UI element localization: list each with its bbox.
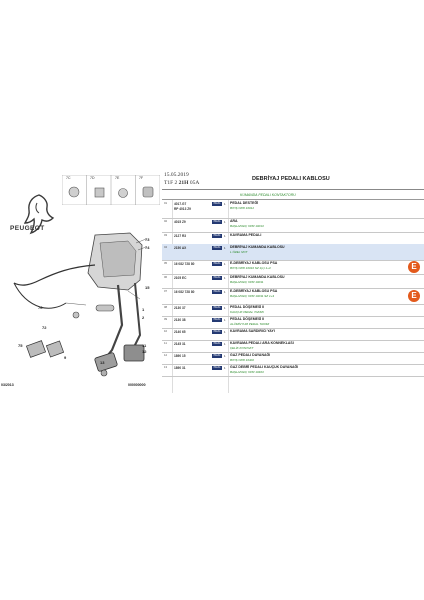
e-marker-icon: E bbox=[408, 261, 420, 273]
part-description: E-DEBRİYAJ KABLOSU PSA bbox=[230, 261, 278, 265]
part-note: L ÖZEL NOT bbox=[230, 250, 248, 254]
quantity: 1 bbox=[224, 220, 226, 224]
part-reference: 16 082 728 80 bbox=[174, 290, 195, 294]
row-number: 10 bbox=[164, 329, 168, 333]
row-number: 05 bbox=[164, 261, 168, 265]
part-reference: 2105 EC bbox=[174, 276, 187, 280]
brand-badge: PEUG bbox=[213, 202, 221, 205]
part-reference: 2150 AX bbox=[174, 246, 187, 250]
quantity: 1 bbox=[224, 354, 226, 358]
table-row[interactable] bbox=[162, 200, 424, 219]
row-number: 02 bbox=[164, 219, 168, 223]
table-row[interactable] bbox=[162, 288, 424, 305]
quantity: 1 bbox=[224, 246, 226, 250]
quantity: 1 bbox=[224, 330, 226, 334]
quantity: 1 bbox=[224, 276, 226, 280]
part-description: DEBRİYAJ KUMANDA KABLOSU bbox=[230, 245, 285, 249]
part-note: BAŞLANGIÇ OPR 10013 bbox=[230, 224, 264, 228]
row-number: 01 bbox=[164, 201, 168, 205]
part-description: GAZ PEDALI DAYANAĞI bbox=[230, 353, 271, 357]
callout-label: 74 bbox=[145, 245, 150, 250]
callout-label: 11 bbox=[142, 343, 147, 348]
part-reference: 2127 R3 bbox=[174, 234, 187, 238]
header-date: 15.05.2019 bbox=[164, 172, 189, 178]
part-note: BAŞLANGIÇ OPR 10011 SZ 1+3 bbox=[230, 294, 275, 298]
part-reference: 4015 Z9 bbox=[174, 220, 186, 224]
quantity: 1 bbox=[224, 202, 226, 206]
row-number: 06 bbox=[164, 275, 168, 279]
callout-label: 73 bbox=[145, 237, 150, 242]
part-reference: 1890 15 bbox=[174, 354, 186, 358]
parts-table bbox=[162, 199, 424, 374]
part-note: KAUÇUK PEDAL TAKIMI bbox=[230, 310, 264, 314]
table-row[interactable] bbox=[162, 218, 424, 233]
brand-badge: PEUG bbox=[213, 234, 221, 237]
pedal-assembly-diagram bbox=[0, 195, 160, 390]
quantity: 1 bbox=[224, 262, 226, 266]
brand-badge: PEUG bbox=[213, 306, 221, 309]
quantity: 1 bbox=[224, 318, 226, 322]
part-note: ÇELİK KONTAKT bbox=[230, 346, 254, 350]
code-bold: 21H bbox=[178, 180, 189, 186]
footer-date: 03/2013 bbox=[1, 383, 14, 387]
part-reference: 2130 38 bbox=[174, 318, 186, 322]
brand-badge: PEUG bbox=[213, 330, 221, 333]
e-marker-icon: E bbox=[408, 290, 420, 302]
quantity: 1 bbox=[224, 234, 226, 238]
row-number: 12 bbox=[164, 353, 168, 357]
part-reference: 2140 65 bbox=[174, 330, 186, 334]
section-subtitle: KUMANDA PEDALI KONTAKTORU bbox=[240, 193, 296, 197]
table-row[interactable] bbox=[162, 364, 424, 377]
parts-table-panel bbox=[162, 165, 424, 393]
row-number: 03 bbox=[164, 233, 168, 237]
brand-badge: PEUG bbox=[213, 342, 221, 345]
row-number: 04 bbox=[164, 245, 168, 249]
callout-label: 1 bbox=[142, 307, 145, 312]
row-number: 13 bbox=[164, 365, 168, 369]
part-reference: 2145 31 bbox=[174, 342, 186, 346]
callout-label: 15 bbox=[145, 285, 150, 290]
quantity: 1 bbox=[224, 306, 226, 310]
part-reference: 1890 31 bbox=[174, 366, 186, 370]
callout-label: 13 bbox=[100, 360, 105, 365]
part-description: KAVRAMA PEDALI bbox=[230, 233, 262, 237]
thumb-label: 7E bbox=[115, 176, 120, 180]
part-description: KAVRAMA PEDALI ARA KONNEKLASI bbox=[230, 341, 294, 345]
callout-label: 2 bbox=[142, 315, 145, 320]
row-number: 11 bbox=[164, 341, 167, 345]
footer-code: 000000000 bbox=[128, 383, 146, 387]
quantity: 1 bbox=[224, 342, 226, 346]
code-prefix: T1F 2 bbox=[164, 180, 178, 186]
part-note: BAŞLANGIÇ OPR 10403 bbox=[230, 370, 264, 374]
brand-badge: PEUG bbox=[213, 262, 221, 265]
table-row[interactable] bbox=[162, 244, 424, 261]
row-number: 08 bbox=[164, 305, 168, 309]
part-note: BITIŞ OPR 10010 SZ 1(c) 1+3 bbox=[230, 266, 271, 270]
part-description: PEDAL DÖŞEMESİ II bbox=[230, 317, 265, 321]
part-reference-alt: RP 4013 Z9 bbox=[174, 207, 191, 211]
part-description: PEDAL DÖŞEMESİ II bbox=[230, 305, 265, 309]
row-number: 09 bbox=[164, 317, 168, 321]
quantity: 1 bbox=[224, 366, 226, 370]
row-number: 07 bbox=[164, 289, 168, 293]
callout-label: 75 bbox=[18, 343, 23, 348]
header-divider bbox=[162, 189, 424, 190]
part-description: PEDAL DESTEĞİ bbox=[230, 201, 259, 205]
brand-badge: PEUG bbox=[213, 276, 221, 279]
table-row[interactable] bbox=[162, 274, 424, 289]
table-row[interactable] bbox=[162, 260, 424, 275]
part-description: GAZ DEBRİ PEDALI KAUÇUK DAYANAĞI bbox=[230, 365, 299, 369]
part-reference: 4017.G7 bbox=[174, 202, 187, 206]
thumb-label: 7F bbox=[139, 176, 144, 180]
brand-badge: PEUG bbox=[213, 366, 221, 369]
callout-label: 9 bbox=[64, 355, 67, 360]
part-description: DEBRİYAJ KUMANDA KABLOSU bbox=[230, 275, 285, 279]
brand-name: PEUGEOT bbox=[10, 225, 45, 232]
brand-badge: PEUG bbox=[213, 246, 221, 249]
part-note: BAŞLANGIÇ OPR 10011 bbox=[230, 280, 264, 284]
parts-catalog-sheet bbox=[0, 165, 424, 433]
callout-label: 72 bbox=[42, 325, 47, 330]
part-description: KAVRAMA SARDIRICI YAYI bbox=[230, 329, 275, 333]
part-note: BITIŞ OPR 10012 bbox=[230, 206, 255, 210]
callout-label: 12 bbox=[142, 349, 147, 354]
code-suffix: 05A bbox=[189, 180, 200, 186]
brand-badge: PEUG bbox=[213, 290, 221, 293]
header-code bbox=[164, 180, 199, 186]
brand-badge: PEUG bbox=[213, 354, 221, 357]
part-reference: 16 082 728 80 bbox=[174, 262, 195, 266]
diagram-panel bbox=[0, 165, 160, 393]
callout-label: 76 bbox=[38, 305, 43, 310]
part-note: BITIŞ OPR 10402 bbox=[230, 358, 255, 362]
part-note: ALÜMİNYUM PEDAL TAKIMI bbox=[230, 322, 270, 326]
quantity: 1 bbox=[224, 290, 226, 294]
brand-badge: PEUG bbox=[213, 220, 221, 223]
brand-badge: PEUG bbox=[213, 318, 221, 321]
thumb-label: 7D bbox=[90, 176, 95, 180]
part-description: ARA bbox=[230, 219, 238, 223]
part-description: E-DEBRİYAJ KABLOSU PSA bbox=[230, 289, 278, 293]
part-reference: 2130 37 bbox=[174, 306, 186, 310]
page-title: DEBRİYAJ PEDALI KABLOSU bbox=[252, 176, 330, 182]
thumb-label: 7C bbox=[66, 176, 71, 180]
